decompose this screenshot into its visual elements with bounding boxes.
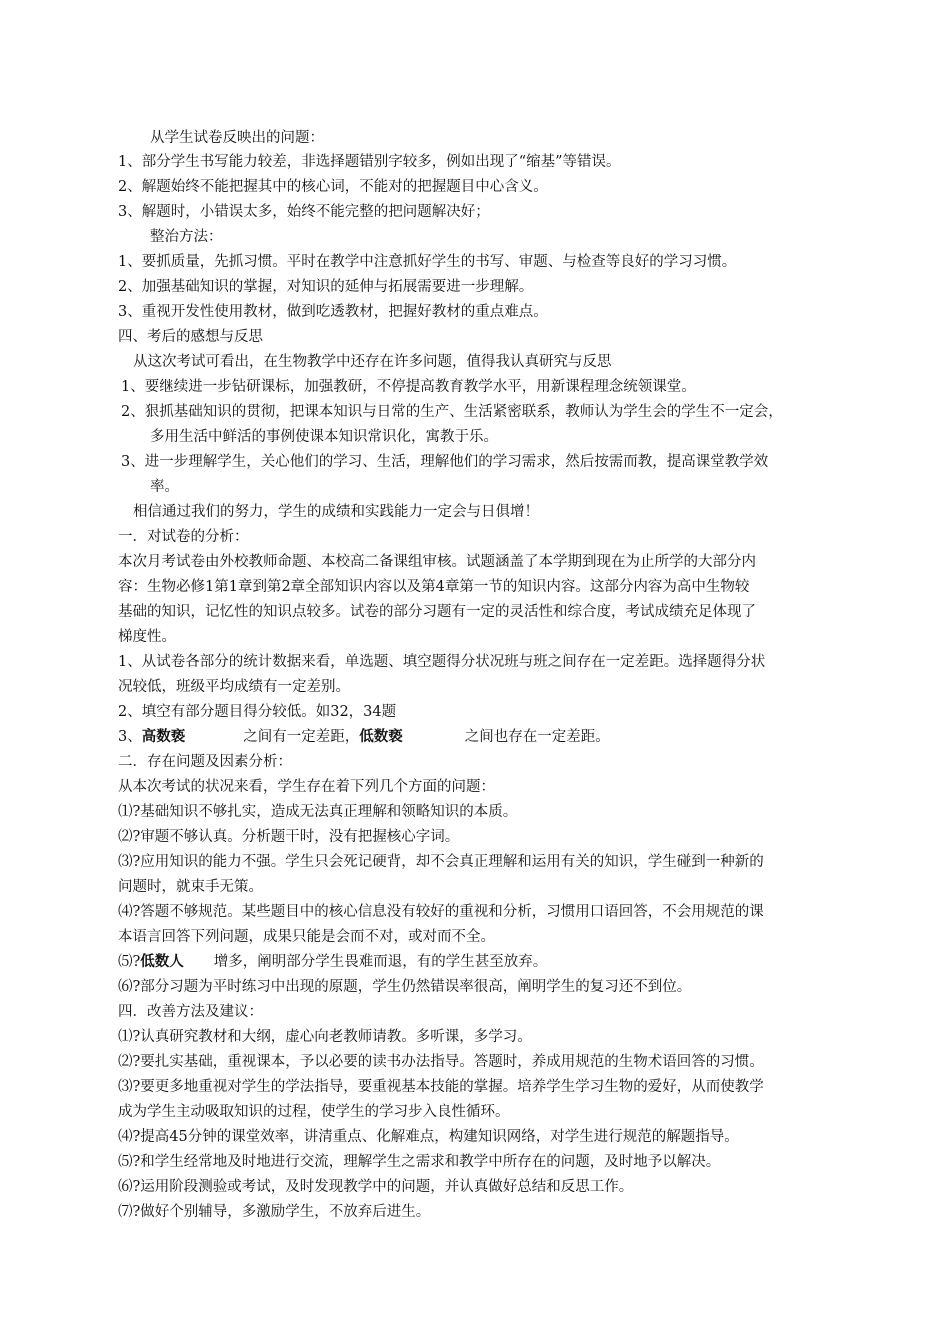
list-item: ⑵?审题不够认真。分析题干时，没有把握核心字词。 (118, 829, 460, 845)
paragraph-line (118, 727, 848, 747)
bold-text: 低数人 (140, 953, 184, 970)
list-item: ⑴?基础知识不够扎实，造成无法真正理解和领略知识的本质。 (118, 804, 518, 820)
bold-text: 低数亵 (359, 728, 403, 745)
paragraph-line: 1、要抓质量，先抓习惯。平时在教学中注意抓好学生的书写、审题、与检查等良好的学习习惯。 (118, 254, 737, 270)
paragraph-line: 相信通过我们的努力，学生的成绩和实践能力一定会与日俱增！ (133, 504, 539, 520)
line-text: 之间也存在一定差距。 (464, 729, 610, 745)
paragraph-line: 从本次考试的状况来看，学生存在着下列几个方面的问题： (118, 779, 495, 795)
paragraph-line: 1、要继续进一步钻研课标，加强教研，不停提高教育教学水平，用新课程理念统领课堂。 (121, 379, 696, 395)
list-item: ⑶?要更多地重视对学生的学法指导，要重视基本技能的掌握。培养学生学习生物的爱好，从而使教学 (118, 1079, 764, 1095)
section-heading: 四．改善方法及建议： (118, 1004, 263, 1020)
paragraph-line: 2、加强基础知识的掌握，对知识的延伸与拓展需要进一步理解。 (118, 279, 534, 295)
paragraph-line: 本次月考试卷由外校教师命题、本校高二备课组审核。试题涵盖了本学期到现在为止所学的大部分内 (118, 554, 756, 570)
paragraph-line: 况较低，班级平均成绩有一定差别。 (118, 679, 350, 695)
paragraph-line: 基础的知识，记忆性的知识点较多。试卷的部分习题有一定的灵活性和综合度，考试成绩充足体现了 (118, 604, 756, 620)
paragraph-line: 3、进一步理解学生，关心他们的学习、生活，理解他们的学习需求，然后按需而教，提高课堂教学效 (121, 454, 769, 470)
paragraph-line: 成为学生主动吸取知识的过程，使学生的学习步入良性循环。 (118, 1104, 510, 1120)
list-item: ⑷?提高45分钟的课堂效率，讲清重点、化解难点，构建知识网络，对学生进行规范的解题指导。 (118, 1129, 739, 1145)
line-text: 之间有一定差距， (243, 729, 360, 745)
list-item: ⑹?运用阶段测验或考试，及时发现教学中的问题，并认真做好总结和反思工作。 (118, 1179, 634, 1195)
list-item: ⑴?认真研究教材和大纲，虚心向老教师请教。多听课，多学习。 (118, 1029, 532, 1045)
paragraph-line: 3、解题时，小错误太多，始终不能完整的把问题解决好； (118, 204, 490, 220)
paragraph-line: 2、填空有部分题目得分较低。如32，34题 (118, 704, 397, 720)
section-heading: 二．存在问题及因素分析： (118, 754, 292, 770)
paragraph-line: 问题时，就束手无策。 (118, 879, 263, 895)
list-item: ⑶?应用知识的能力不强。学生只会死记硬背，却不会真正理解和运用有关的知识，学生碰到一种新的 (118, 854, 764, 870)
line-prefix: ⑸? (118, 954, 141, 970)
list-item: ⑵?要扎实基础，重视课本，予以必要的读书办法指导。答题时，养成用规范的生物术语回答的习惯。 (118, 1054, 764, 1070)
paragraph-line: 2、解题始终不能把握其中的核心词，不能对的把握题目中心含义。 (118, 179, 548, 195)
paragraph-line: 从这次考试可看出，在生物教学中还存在许多问题，值得我认真研究与反思 (133, 354, 612, 370)
line-prefix: 3、 (118, 729, 142, 745)
line-text: 增多，阐明部分学生畏难而退，有的学生甚至放弃。 (213, 954, 548, 970)
section-heading: 四、考后的感想与反思 (118, 329, 263, 345)
list-item: ⑹?部分习题为平时练习中出现的原题，学生仍然错误率很高，阐明学生的复习还不到位。 (118, 979, 692, 995)
section-heading: 一．对试卷的分析： (118, 529, 249, 545)
list-item: ⑸?和学生经常地及时地进行交流，理解学生之需求和教学中所存在的问题，及时地予以解决。 (118, 1154, 721, 1170)
paragraph-line: 2、狠抓基础知识的贯彻，把课本知识与日常的生产、生活紧密联系，教师认为学生会的学生不一定会， (121, 404, 783, 420)
paragraph-line: 梯度性。 (118, 629, 176, 645)
paragraph-line: 本语言回答下列问题，成果只能是会而不对，或对而不全。 (118, 929, 495, 945)
bold-text: 高数亵 (141, 728, 186, 745)
paragraph-line: 1、从试卷各部分的统计数据来看，单选题、填空题得分状况班与班之间存在一定差距。选择题得分状 (118, 654, 766, 670)
paragraph-line: 多用生活中鲜活的事例使课本知识常识化，寓教于乐。 (150, 429, 498, 445)
paragraph-line: 1、部分学生书写能力较差，非选择题错别字较多，例如出现了“缩基”等错误。 (118, 154, 621, 170)
heading-problems: 从学生试卷反映出的问题： (150, 130, 324, 146)
list-item: ⑺?做好个别辅导，多激励学生，不放弃后进生。 (118, 1204, 431, 1220)
list-item (118, 952, 848, 972)
paragraph-line: 率。 (150, 479, 179, 495)
paragraph-line: 容：生物必修1第1章到第2章全部知识内容以及第4章第一节的知识内容。这部分内容为高中生物较 (118, 579, 750, 595)
heading-methods: 整治方法： (150, 229, 223, 245)
paragraph-line: 3、重视开发性使用教材，做到吃透教材，把握好教材的重点难点。 (118, 304, 548, 320)
list-item: ⑷?答题不够规范。某些题目中的核心信息没有较好的重视和分析，习惯用口语回答，不会用规范的课 (118, 904, 764, 920)
